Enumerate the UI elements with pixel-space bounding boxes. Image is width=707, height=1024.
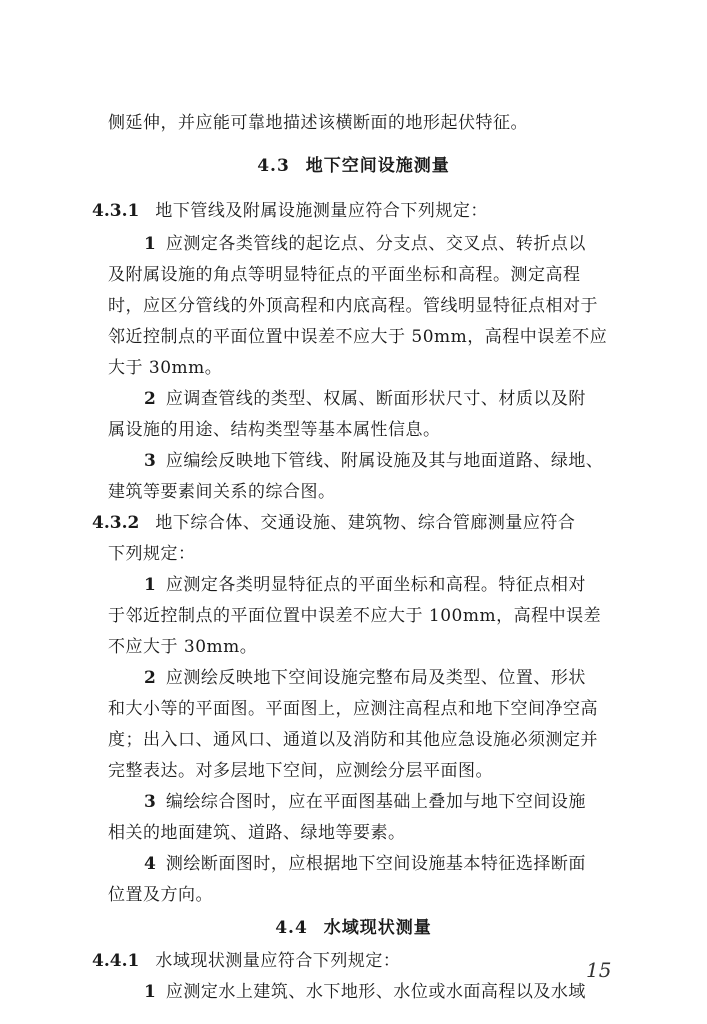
text-line: 度；出入口、通风口、通道以及消防和其他应急设施必须测定并 [108,730,598,750]
list-item: 2 应调查管线的类型、权属、断面形状尺寸、材质以及附 [144,389,586,409]
text-line: 完整表达。对多层地下空间，应测绘分层平面图。 [108,761,493,781]
list-item: 4 测绘断面图时，应根据地下空间设施基本特征选择断面 [144,854,586,874]
page-number: 15 [586,958,612,982]
text-line: 建筑等要素间关系的综合图。 [108,482,336,502]
text-line: 相关的地面建筑、道路、绿地等要素。 [108,823,406,843]
text-line: 位置及方向。 [108,885,213,905]
list-item: 1 应测定各类管线的起讫点、分支点、交叉点、转折点以 [144,234,586,254]
section-heading: 4.4 水域现状测量 [275,918,432,938]
text-line: 不应大于 30mm。 [108,637,258,657]
text-line: 于邻近控制点的平面位置中误差不应大于 100mm，高程中误差 [108,606,602,626]
text-line: 邻近控制点的平面位置中误差不应大于 50mm，高程中误差不应 [108,327,608,347]
list-item: 1 应测定各类明显特征点的平面坐标和高程。特征点相对 [144,575,586,595]
section-heading: 4.3 地下空间设施测量 [257,156,450,176]
text-line: 及附属设施的角点等明显特征点的平面坐标和高程。测定高程 [108,265,581,285]
list-item: 3 编绘综合图时，应在平面图基础上叠加与地下空间设施 [144,792,586,812]
text-line: 大于 30mm。 [108,358,223,378]
text-line: 时，应区分管线的外顶高程和内底高程。管线明显特征点相对于 [108,296,598,316]
list-item: 2 应测绘反映地下空间设施完整布局及类型、位置、形状 [144,668,586,688]
list-item: 1 应测定水上建筑、水下地形、水位或水面高程以及水域 [144,982,586,1002]
list-item: 3 应编绘反映地下管线、附属设施及其与地面道路、绿地、 [144,451,604,471]
text-line: 属设施的用途、结构类型等基本属性信息。 [108,420,441,440]
text-line: 下列规定： [108,544,196,564]
clause-4-4-1: 4.4.1 水域现状测量应符合下列规定： [92,951,401,971]
text-line: 侧延伸，并应能可靠地描述该横断面的地形起伏特征。 [108,113,528,133]
clause-4-3-1: 4.3.1 地下管线及附属设施测量应符合下列规定： [92,201,488,221]
clause-4-3-2: 4.3.2 地下综合体、交通设施、建筑物、综合管廊测量应符合 [92,513,576,533]
text-line: 和大小等的平面图。平面图上，应测注高程点和地下空间净空高 [108,699,598,719]
